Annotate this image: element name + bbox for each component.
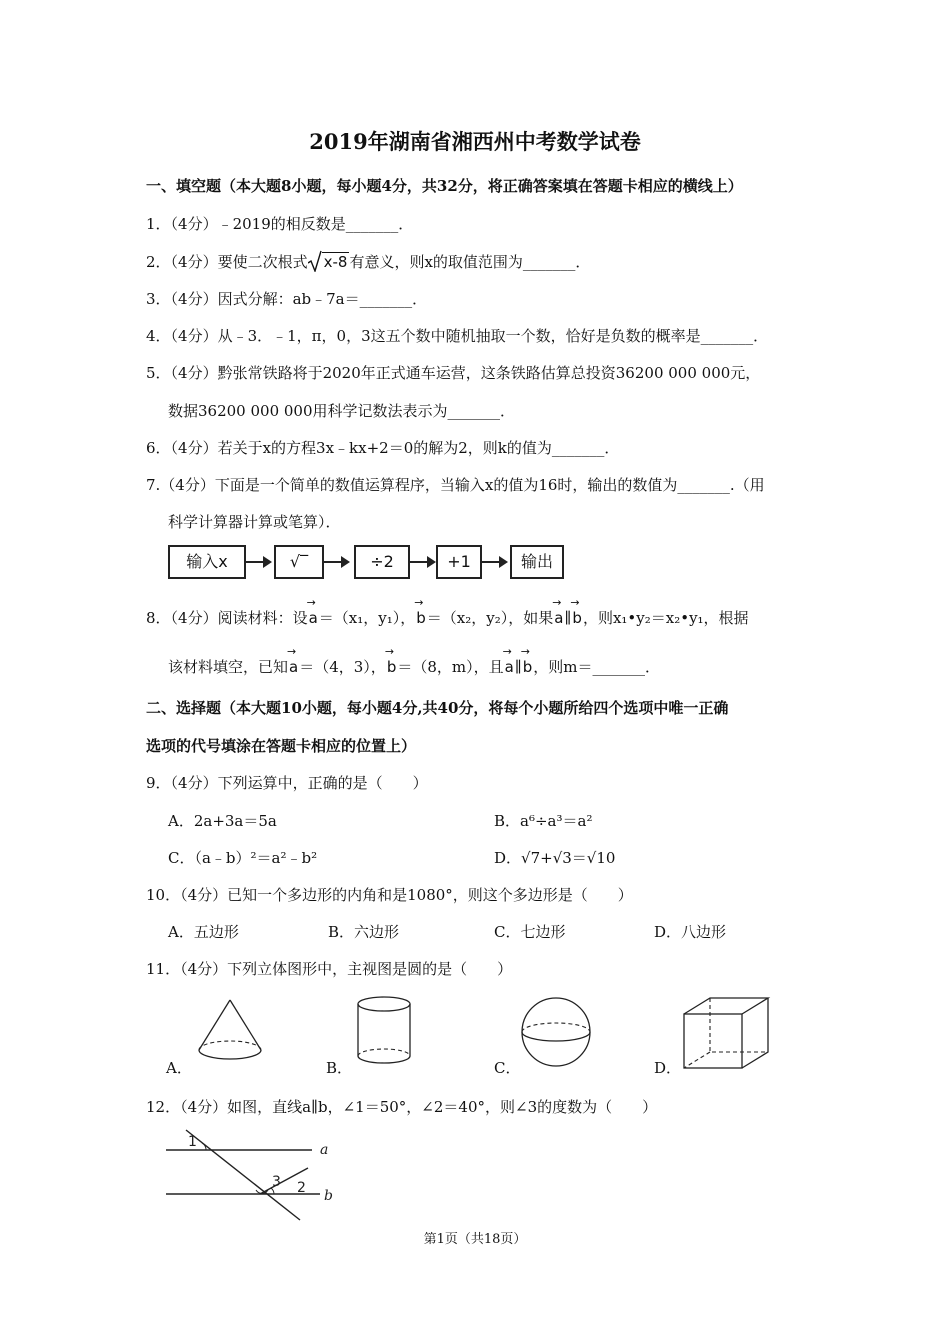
flow-box-input: 输入x — [168, 545, 246, 579]
q8-text: ＝（8，m），且 — [397, 658, 504, 676]
question-7-line-2: 科学计算器计算或笔算）． — [168, 513, 341, 531]
question-4: 4．（4分）从﹣3．﹣1，π，0，3这五个数中随机抽取一个数，恰好是负数的概率是_______． — [146, 327, 769, 345]
radical-icon — [308, 250, 322, 272]
cylinder-figure — [352, 994, 416, 1070]
question-9-option-d: D．√7+√3＝√10 — [494, 849, 616, 867]
question-2 — [146, 250, 590, 276]
vector-b: → b — [415, 609, 427, 627]
parallel-lines-figure — [160, 1124, 340, 1224]
flow-arrow — [410, 561, 434, 563]
question-1: 1．（4分）﹣2019的相反数是_______． — [146, 215, 414, 233]
cube-figure — [680, 996, 772, 1072]
page-title: 2019年湖南省湘西州中考数学试卷 — [309, 129, 641, 154]
flowchart — [168, 545, 568, 579]
line-b-label: b — [324, 1188, 333, 1204]
vector-a: → a — [288, 658, 299, 676]
flow-box-plus: +1 — [436, 545, 482, 579]
flow-arrow — [246, 561, 270, 563]
section-2-heading-line-1: 二、选择题（本大题10小题，每小题4分,共40分，将每个小题所给四个选项中唯一正确 — [146, 699, 729, 717]
question-11-option-a: A． — [166, 1059, 192, 1077]
vector-a: → a — [308, 609, 319, 627]
parallel-symbol: ∥ — [564, 609, 572, 627]
vector-a: → a — [553, 609, 564, 627]
question-11: 11．（4分）下列立体图形中，主视图是圆的是（ ） — [146, 960, 513, 978]
question-6: 6．（4分）若关于x的方程3x﹣kx+2＝0的解为2，则k的值为_______． — [146, 439, 620, 457]
question-8-line-1 — [146, 607, 749, 628]
section-1-heading: 一、填空题（本大题8小题，每小题4分，共32分，将正确答案填在答题卡相应的横线上） — [146, 177, 743, 195]
vector-b: → b — [522, 658, 534, 676]
vector-b: → b — [386, 658, 398, 676]
question-5-line-1: 5．（4分）黔张常铁路将于2020年正式通车运营，这条铁路估算总投资36200 000 000元， — [146, 364, 761, 382]
flow-box-divide: ÷2 — [354, 545, 410, 579]
line-a-label: a — [320, 1142, 329, 1158]
question-12: 12．（4分）如图，直线a∥b，∠1＝50°，∠2＝40°，则∠3的度数为（ ） — [146, 1098, 658, 1116]
question-10-option-d: D．八边形 — [654, 923, 727, 941]
flow-arrow — [482, 561, 506, 563]
question-11-option-b: B． — [326, 1059, 353, 1077]
question-9-option-b: B．a⁶÷a³＝a² — [494, 812, 593, 830]
question-7-line-1: 7.（4分）下面是一个简单的数值运算程序，当输入x的值为16时，输出的数值为_______.（用 — [146, 476, 765, 494]
cone-figure — [190, 996, 270, 1068]
radical-sign — [308, 250, 322, 276]
flow-box-output: 输出 — [510, 545, 564, 579]
q8-text: ＝（x₂，y₂），如果 — [426, 609, 554, 627]
q8-text: ＝（4，3）， — [299, 658, 386, 676]
question-9-option-a: A．2a+3a＝5a — [168, 812, 277, 830]
sphere-figure — [518, 994, 594, 1070]
vector-b: → b — [571, 609, 583, 627]
question-2-prefix: 2．（4分）要使二次根式 — [146, 253, 308, 271]
angle-2-label: 2 — [297, 1180, 306, 1196]
question-9-option-c: C．（a﹣b）²＝a²﹣b² — [168, 849, 318, 867]
question-10-option-b: B．六边形 — [328, 923, 400, 941]
q8-text: ，则m＝_______． — [533, 658, 661, 676]
angle-3-label: 3 — [272, 1174, 281, 1190]
question-5-line-2: 数据36200 000 000用科学记数法表示为_______． — [168, 402, 516, 420]
parallel-symbol: ∥ — [514, 658, 522, 676]
question-11-option-d: D． — [654, 1059, 682, 1077]
q8-text: ，则x₁•y₂＝x₂•y₁，根据 — [582, 609, 749, 627]
question-8-line-2 — [168, 656, 660, 677]
q8-text: 该材料填空，已知 — [168, 658, 289, 676]
q8-text: 8．（4分）阅读材料：设 — [146, 609, 308, 627]
angle-1-label: 1 — [188, 1134, 197, 1150]
question-3: 3．（4分）因式分解：ab﹣7a＝_______． — [146, 290, 428, 308]
page-footer: 第1页（共18页） — [423, 1232, 527, 1247]
question-11-option-c: C． — [494, 1059, 521, 1077]
question-10-option-a: A．五边形 — [168, 923, 239, 941]
question-10-option-c: C．七边形 — [494, 923, 566, 941]
flow-arrow — [324, 561, 348, 563]
q8-text: ＝（x₁，y₁）， — [318, 609, 416, 627]
question-10: 10．（4分）已知一个多边形的内角和是1080°，则这个多边形是（ ） — [146, 886, 633, 904]
flow-box-sqrt: √‾ — [274, 545, 324, 579]
vector-a: → a — [504, 658, 515, 676]
question-2-radicand: x-8 — [323, 253, 348, 271]
section-2-heading-line-2: 选项的代号填涂在答题卡相应的位置上） — [146, 737, 417, 755]
question-9: 9．（4分）下列运算中，正确的是（ ） — [146, 774, 428, 792]
question-2-suffix: 有意义，则x的取值范围为_______． — [349, 253, 591, 271]
